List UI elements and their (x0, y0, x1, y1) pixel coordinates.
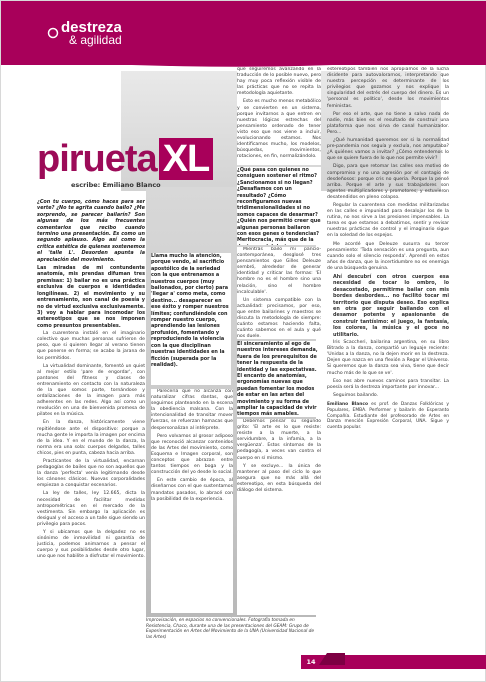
article-byline: escribe: Emiliano Blanco (71, 181, 161, 189)
paragraph: Iris Scaccheri, bailarina argentina, en su libro Bitrado a la danza, compartió un leguaje reciente: 'Unidas a la danza, no la dejen morir en la destreza. Dejen que nazca en una flexión a Regar el Universo. Si queremos que la danza sea viva, tiene que decir mucho más de lo que se ve'. (327, 340, 449, 376)
paragraph: Y si ubicamos que la delgadez no es sinónimo de inmovilidad ni garantía de justicia, podemos animarnos a pensar el cuerpo y sus posibilidades desde otro lugar, uno que nos habilite a disfrutar el movimiento. (37, 530, 145, 560)
paragraph: ¿Qué humanidad queremos ser si la normalidad pre-pandemia nos seguía y excluía, nos amputaba? ¿A quiénes vamos a invitar? ¿Cómo entendemos lo que se quiere fuera de lo que nos permite vivir? (327, 138, 449, 162)
column-middle (151, 389, 233, 613)
column-middle-right (237, 67, 321, 165)
intro-highlight: Las miradas de mi contundente anatomía, mis prendas difuman tres premisas: 1) bailar no es una práctica exclusiva de cuerpos e identidades longilíneas. 2) el movimiento y su entrenamiento, son canal de poesía y no de virtud exclusiva exclusivamente. 3) voy a hablar para incomodar los estereotipos que se nos imponen como presuntos presentables. (37, 265, 145, 329)
paragraph: Por eso el arte, que no tiene a salvo nada de nadie, más bien es el resultado de construir una plataforma que nos sirva de canal humanizador. Pero... (327, 111, 449, 135)
column-middle-right-b (237, 247, 321, 339)
section-bullet-icon (47, 27, 59, 39)
article-title-xl: XL (159, 138, 214, 180)
paragraph: En la danza, históricamente viene repitiéndose ante el dispositivo: porque a mucha gente le importa la imagen por encima de la idea. Y en el mundo de la danza, la norma era una sola: cuerpos delgados, talles chicos, pies en punta, cabeza hacia arriba. (37, 420, 145, 456)
paragraph: Digo, para que retomar las calles sea motivo de compromiso y no una agresión por el contagio de desdeñosos: porque cris no queria. Porque la pensé arriba. Porque el arte y sus trabajadores son agentes multiplicadores y promotores; y estuvieron desatendidos en pleno colapso. (327, 164, 449, 200)
paragraph: La virtualidad dominante, fomentó un quiet al mejor estilo 'pare de engordar', con pantones del fitness y clases de entrenamiento en contacto con la naturaleza de la que somos parte, tornándose y ordalizaciones de la imagen para más adherentes en las redes. Algo así como un revolución en una de bienvenida promesa de pilates en la música. (37, 363, 145, 418)
paragraph: Esto es mucho menos metabólico y se convierten en un sistema, porque invitarnos a que entren en nuestras lógicas estrechas del pensamiento ordenado de tener visto eso que nos viene a incluir, evolucionando estamos. Nos identificamos mucho, los modelos, búsquedas, movimientos, rotaciones, en fin, normalizándolo. (237, 99, 321, 160)
author-bio (327, 402, 449, 431)
column-right (327, 67, 449, 651)
pull-quote-lower: El sinceramiento al ego de nuestros intereses demanda, fuera de los prerequisitos de tener la respuesta de la identidad y las expectativas. El encanto de anatomías, ergonomías nuevas que puedan fomentar los modos de estar en las artes del movimiento y su forma de ampliar la capacidad de vivir tiempos más amables. (237, 341, 321, 417)
column-middle-right-c (237, 419, 321, 615)
paragraph: Seguimos bailando. (333, 392, 379, 398)
column-left (37, 199, 145, 639)
pull-quote-center: ¿Qué pasa con quienes no consiguen sostener el ritmo? ¿Sancionamos si no llegan? ¿Desafiamos con un resultado? ¿Cómo reconfiguramos nuevas tridimensionalidades si no somos capaces de desarmar? ¿Quién nos permitió creer que algunas personas bailaron con esos genes o tendencias? Meritocracia, más que de la (237, 167, 321, 244)
highlight-paragraph: Ahí descubrí con otros cuerpos esa necesidad de tocar lo ombro, lo desacostado, permitirme bailar con mis bordes desbordes... no facilitó tocar mi territorio que disputa deseo. Eso explica en otra por seguir bailando con el desamor potente y apasionante de construir tantísimo: el juego, la fantasía, los colores, la música y el goce no utilitario. (333, 274, 449, 338)
paragraph: Pero volvamos al grosor adiposo que reconoció alcanzar contenidos de las Artes del movimiento, como Esquema e Imagen corporal, son conceptos que abrazan entre tantos tiempos en boga y la construcción del yo desde lo social. (151, 433, 233, 476)
paragraph: Debemos pensar su segundo grito: 'El arte es lo que resiste: resiste a la muerte, a la servidumbre, a la infamia, a la vergüenza'. Estos síntomas de la pedagogía, a veces van contra el cuerpo en sí mismo. (237, 419, 321, 461)
article-title (37, 137, 213, 181)
section-title (61, 21, 261, 47)
paragraph: Me acordé que Deleuze susurra su tercer pensamiento: 'Toda sensación es una pregunta, aun cuando solo el silencio responda'. Aprendí en estos años de danza, que la incertidumbre no es enemiga de una búsqueda genuina. (327, 241, 449, 271)
paragraph: La ley de talles, ley 12.665, dicta la necesidad de facilitar medidas antropométricas en el mercado de la vestimenta. Sin embargo la aplicación es desigual y el acceso a un talle sigue siendo un privilegio para pocos. (37, 491, 145, 527)
paragraph: Mientras bailo mi pancio-contemporánea, desglosé tres pensamientos que Gilles Deleuze sembró, alrededor de generar identidad y criticar las formas: 'El hombre no es el hombre sino una relación, sino el hombre incalculable'. (237, 247, 321, 295)
intro-quote: ¿Con tu cuerpo, cómo haces para ser verte? ¿No te agrita cuando bailo? ¿Me sorprendo, se parecer bailarín? Son algunas de los más frecuentes comentarios que recibo cuando termino una presentación. Es como un segundo aplauso. Algo así como la crítica estética de quienes sostenemos el 'talle L'. Desorden apunta la apreciación del movimiento. (37, 199, 145, 263)
paragraph: Y se excluye... la única de mantener al paso del ciclo lo que asegura que no más allá del estereotipo, en esta búsqueda del diálogo del sistema. (237, 463, 321, 494)
paragraph: estereotipos también nos apropiamos de la lucha disidente para autovalorarnos, interpretando que nuestra percepción es determinante de los privilegios que gozamos y nos explique la singularidad del estrés del cuerpo del dinero. Es un 'personal es político', desde los movimientos feministas. (327, 67, 449, 109)
author-name: Emiliano Blanco (327, 401, 369, 407)
paragraph: Regular la cuarentena con medidas militarizadas en las calles e impunidad para desalojar los de la rutina, no nos sirve a las presiones impensables. La tarea es que estamos a debatirnos, sentir y revisar nuestras prácticas de control y el imaginario sigue en la soledad de los espejos. (327, 202, 449, 239)
paragraph: que seguiremos avanzando en la traducción de lo posible nuevo, pero hay muy poca reflexión visible de las prácticas que no se repita la metodología aquietante. (237, 67, 321, 97)
paragraph: Un sistema compatible con la actualidad: precisamos, por eso, que entre bailarines y maestros se discuta la metodología de siempre: cuánto estamos haciendo falta, cuánto sabemos en el aula y qué nos duele. (237, 297, 321, 339)
author-bio-text: es prof. de Danzas Folklóricas y Populares, EMBA. Performer y bailarín de Esperanto Compañía. Estudiante del profesorado de Artes en Danza mención Expresión Corporal, UNA. Sigue y cuenta popular. (327, 401, 449, 431)
paragraph: En este cambio de época, al diseñarnos con el que sustentamos mandatos pasados, lo abracé con la posibilidad de la experiencia. (151, 478, 233, 502)
paragraph: La cuarentena instaló en el imaginario colectivo que muchas personas sufrieron de peso, que si quieren llegar al verano tienen que ponerse en forma; se acabo la jarana de los permitidos. (37, 331, 145, 361)
article-title-main: pirueta (37, 138, 157, 180)
section-title-line1: destreza (61, 19, 122, 36)
paragraph: Eso nos abre nuevos caminos para transitar. La poesía será la destreza importante por innovar... (327, 378, 449, 390)
photo-caption: Improvisación, en espacios no convencionales. Fotografía tomada en Resistencia, Chaco, durante una de las presentaciones del GEAM: Grupo de Experimentación en Artes del Movimiento de la UNA (Universidad Nacional de las Artes) (146, 618, 315, 640)
page-number: 14 (306, 658, 316, 666)
section-title-line2: & agilidad (69, 33, 122, 47)
paragraph: Parecería que no alcanza con naturalizar cifras dantas, que seguimos planteando en la escena la obediencia malsana. Con la intencionalidad de transitar mover fuerzas, se refuerzan hamacas que despersonalizan al intérprete. (151, 389, 233, 431)
pull-quote-left: Llama mucho la atención, porque vendo, al sacrificio apostólico de la seriedad con la que entrenamos a nuestros cuerpos (muy bailonados, por cierto) para 'llegar a' como meta, como destino... desaparecer en ese éxito y romper nuestros límites; confundiéndole con romper nuestro cuerpo, aprendiendo las lesiones profusión, fomentando y reproduciendo la violencia con la que disciplinan nuestras identidades en la ficción (superada por la realidad). (151, 253, 231, 385)
paragraph: Practicantes de la virtualidad, encarnan pedagogías de bailes que no son aquellos que la danza 'perfecta' venía legitimando desde los cánones clásicos. Nuevas corporalidades empiezan a conquistar escenarios. (37, 459, 145, 489)
